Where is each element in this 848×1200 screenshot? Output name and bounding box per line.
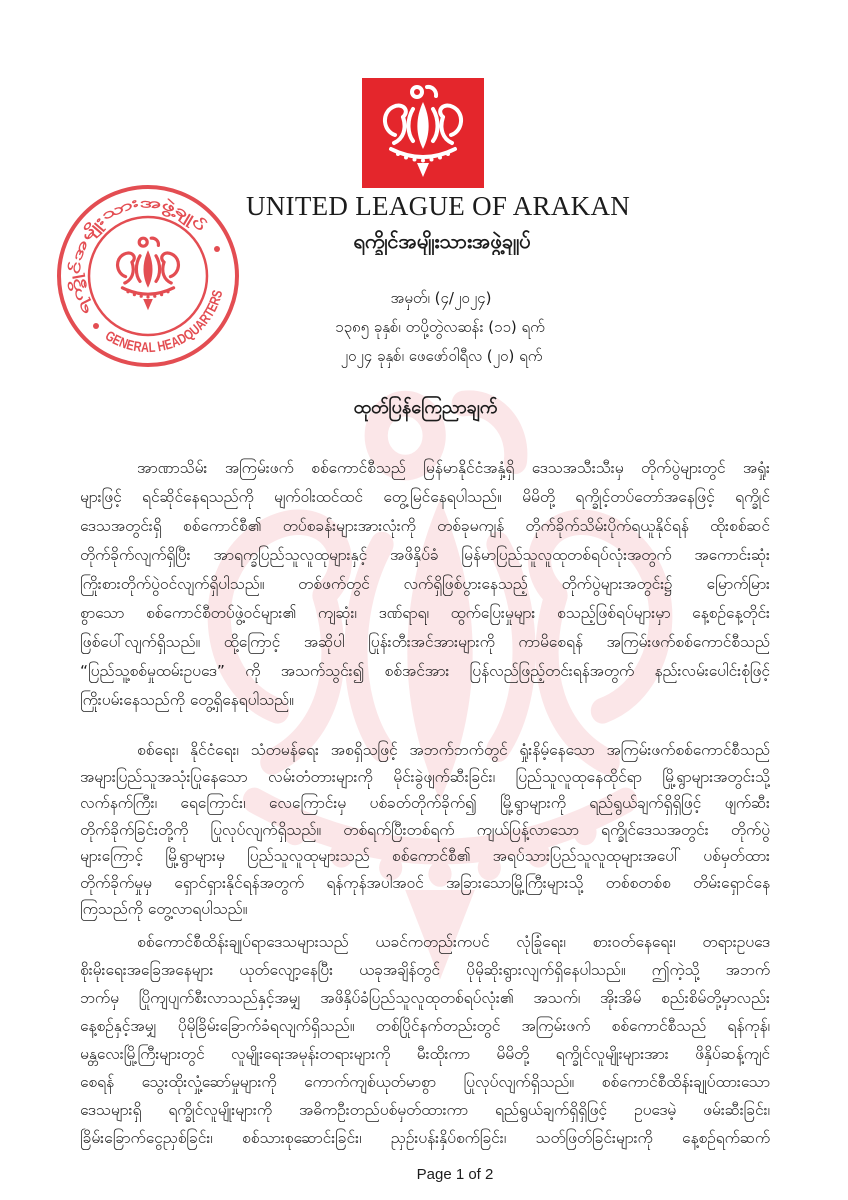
body-paragraph-1 bbox=[80, 454, 770, 715]
paragraph-line: တိုက်ခိုက်ခြင်းတို့ကို ပြုလုပ်လျက်ရှိသည်။ တစ်ရက်ပြီးတစ်ရက် ကျယ်ပြန့်လာသော ရက္ခိုင်ဒေသအတွင်း တိုက်ပွဲ bbox=[80, 820, 770, 839]
paragraph-line: နေ့စဉ်နှင့်အမျှ ပိုမိုခြိမ်းခြောက်ခံရလျက်ရှိသည်။ တစ်ပြိုင်နက်တည်းတွင် အကြမ်းဖက် စစ်ကောင်စီသည် ရန်ကုန်၊ bbox=[80, 1017, 770, 1035]
paragraph-line: များဖြင့် ရင်ဆိုင်နေရသည်ကို မျက်ဝါးထင်ထင် တွေ့မြင်နေရပါသည်။ မိမိတို့ ရက္ခိုင့်တပ်တော်အနေဖြင့် ရက္ခိုင် bbox=[80, 488, 770, 506]
paragraph-line: အာဏာသိမ်း အကြမ်းဖက် စစ်ကောင်စီသည် မြန်မာနိုင်ငံအနှံ့ရှိ ဒေသအသီးသီးမှ တိုက်ပွဲများတွင် အရှုံး bbox=[137, 459, 770, 477]
paragraph-line: မန္တလေးမြို့ကြီးများတွင် လူမျိုးရေးအမုန်းတရားများကို မီးထိုးကာ မိမိတို့ ရက္ခိုင်လူမျိုးများအား ဖိနှိပ်ဆန့်ကျင် bbox=[80, 1045, 770, 1063]
document-title: ထုတ်ပြန်ကြေညာချက် bbox=[353, 397, 498, 418]
paragraph-line: စွာသော စစ်ကောင်စီတပ်ဖွဲ့ဝင်များ၏ ကျဆုံး၊ ဒဏ်ရာရ၊ ထွက်ပြေးမှုများ စသည့်ဖြစ်ရပ်များမှာ နေ့စဉ်နေ့တိုင်း bbox=[80, 604, 770, 622]
reference-gregorian-date: ၂၀၂၄ ခုနှစ်၊ ဖေဖော်ဝါရီလ (၂၀) ရက် bbox=[340, 347, 543, 365]
paragraph-line: အများပြည်သူအသုံးပြုနေသော လမ်းတံတားများကို မိုင်းခွဲဖျက်ဆီးခြင်း၊ ပြည်သူလူထုနေထိုင်ရာ မြို့ရွာများအတွင်းသို့ bbox=[80, 767, 770, 786]
reference-arakan-date: ၁၃၈၅ ခုနှစ်၊ တပို့တွဲလဆန်း (၁၁) ရက် bbox=[335, 318, 545, 336]
stamp-bottom-text: GENERAL HEADQUARTERS bbox=[102, 286, 226, 356]
paragraph-line: “ပြည်သူ့စစ်မှုထမ်းဥပဒေ” ကို အသက်သွင်း၍ စစ်အင်အား ပြန်လည်ဖြည့်တင်းရန်အတွက် နည်းလမ်းပေါင်းစုံဖြင့် bbox=[80, 662, 770, 680]
reference-number: အမှတ်၊ (၄/၂၀၂၄) bbox=[390, 289, 492, 307]
paragraph-line: ဘက်မှ ပြိုကျပျက်စီးလာသည်နှင့်အမျှ အဖိနှိပ်ခံပြည်သူလူထုတစ်ရပ်လုံး၏ အသက်၊ အိုးအိမ် စည်းစိမ်တို့မှာလည်း bbox=[80, 989, 770, 1007]
paragraph-line: တိုက်ခိုက်မှုမှ ရှောင်ရှားနိုင်ရန်အတွက် ရန်ကုန်အပါအဝင် အခြားသောမြို့ကြီးများသို့ တစ်စတစ်စ တိမ်းရှောင်နေ bbox=[80, 873, 770, 892]
headquarters-stamp bbox=[53, 181, 243, 371]
stamp-emblem-icon bbox=[118, 238, 179, 310]
stamp-separator-dot bbox=[214, 246, 220, 252]
paragraph-line: စစ်ရေး၊ နိုင်ငံရေး၊ သံတမန်ရေး အစရှိသဖြင့် အဘက်ဘက်တွင် ရှုံးနိမ့်နေသော အကြမ်းဖက်စစ်ကောင်စီသည် bbox=[137, 741, 770, 759]
organization-name-burmese: ရက္ခိုင်အမျိုးသားအဖွဲ့ချုပ် bbox=[353, 229, 531, 253]
paragraph-line: များကြောင့် မြို့ရွာများမှ ပြည်သူလူထုများသည် စစ်ကောင်စီ၏ အရပ်သားပြည်သူလူထုများအပေါ် ပစ်မှတ်ထား bbox=[80, 847, 770, 865]
stamp-separator-dot bbox=[93, 323, 99, 329]
paragraph-line: စိုးမိုးရေးအခြေအနေများ ယုတ်လျော့နေပြီး ယခုအချိန်တွင် ပိုမိုဆိုးရွားလျက်ရှိနေပါသည်။ ဤကဲ့သို့ အဘက် bbox=[80, 961, 770, 979]
paragraph-line: ကြိုးစားတိုက်ပွဲဝင်လျက်ရှိပါသည်။ တစ်ဖက်တွင် လက်ရှိဖြစ်ပွားနေသည့် တိုက်ပွဲများအတွင်း၌ မြောက်မြား bbox=[80, 575, 770, 593]
page-number-footer: Page 1 of 2 bbox=[416, 1166, 494, 1183]
stamp-top-text: ရက္ခိုင်အမျိုးသားအဖွဲ့ချုပ် bbox=[67, 195, 206, 318]
organization-logo bbox=[362, 78, 484, 188]
paragraph-line: ဖြစ်ပေါ်လျက်ရှိသည်။ ထို့ကြောင့် အဆိုပါ ပြုန်းတီးအင်အားများကို ကာမိစေရန် အကြမ်းဖက်စစ်ကောင်စီသည် bbox=[80, 633, 770, 651]
paragraph-line: ဒေသအတွင်းရှိ စစ်ကောင်စီ၏ တပ်စခန်းများအားလုံးကို တစ်ခုမကျန် တိုက်ခိုက်သိမ်းပိုက်ရယူနိုင်ရန် ထိုးစစ်ဆင် bbox=[80, 517, 770, 535]
organization-name-english: UNITED LEAGUE OF ARAKAN bbox=[245, 191, 631, 221]
paragraph-line: လက်နက်ကြီး၊ ရေကြောင်း၊ လေကြောင်းမှ ပစ်ခတ်တိုက်ခိုက်၍ မြို့ရွာများကို ရည်ရွယ်ချက်ရှိရှိဖြင့် ဖျက်ဆီး bbox=[80, 794, 770, 812]
body-paragraph-2 bbox=[80, 737, 770, 923]
paragraph-line: ကြသည်ကို တွေ့လာရပါသည်။ bbox=[80, 900, 248, 918]
paragraph-line: ကြိုးပမ်းနေသည်ကို တွေ့ရှိနေရပါသည်။ bbox=[80, 691, 294, 709]
paragraph-line: စေရန် သွေးထိုးလှုံ့ဆော်မှုများကို ကောက်ကျစ်ယုတ်မာစွာ ပြုလုပ်လျက်ရှိသည်။ စစ်ကောင်စီထိန်းချုပ်ထားသော bbox=[80, 1073, 770, 1091]
paragraph-line: စစ်ကောင်စီထိန်းချုပ်ရာဒေသများသည် ယခင်ကတည်းကပင် လုံခြုံရေး၊ စားဝတ်နေရေး၊ တရားဥပဒေ bbox=[137, 933, 770, 951]
body-paragraph-3 bbox=[80, 928, 770, 1152]
paragraph-line: ဒေသများရှိ ရက္ခိုင်လူမျိုးများကို အဓိကဦးတည်ပစ်မှတ်ထားကာ ရည်ရွယ်ချက်ရှိရှိဖြင့် ဥပဒေမဲ့ ဖမ်းဆီးခြင်း၊ bbox=[80, 1101, 770, 1119]
paragraph-line: ခြိမ်းခြောက်ငွေညှစ်ခြင်း၊ စစ်သားစုဆောင်းခြင်း၊ ညှဉ်းပန်းနှိပ်စက်ခြင်း၊ သတ်ဖြတ်ခြင်းများကို နေ့စဉ်ရက်ဆက် bbox=[80, 1129, 770, 1147]
paragraph-line: တိုက်ခိုက်လျက်ရှိပြီး အာရက္ခပြည်သူလူထုများနှင့် အဖိနှိပ်ခံ မြန်မာပြည်သူလူထုတစ်ရပ်လုံးအတွက် အကောင်းဆုံး bbox=[80, 546, 770, 564]
